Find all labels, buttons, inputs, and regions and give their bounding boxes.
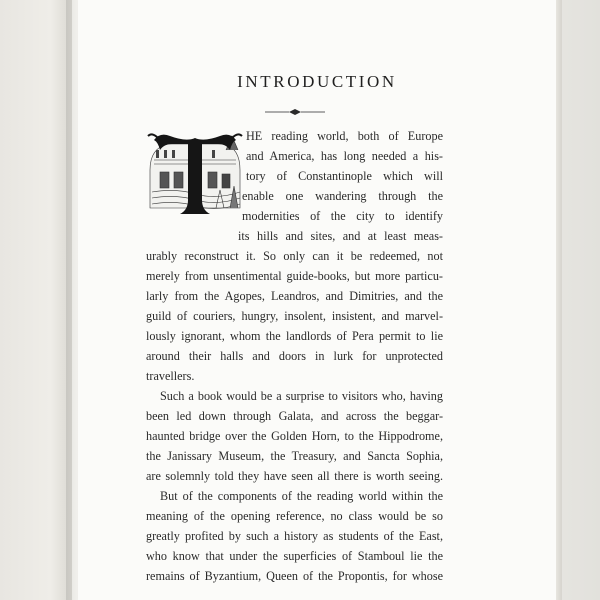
text-line: meaning of the opening reference, no class would be so xyxy=(146,509,443,523)
text-line: remains of Byzantium, Queen of the Propontis, for whose xyxy=(146,569,443,583)
text-line: and America, has long needed a his- xyxy=(246,149,443,163)
chapter-heading: INTRODUCTION xyxy=(237,72,397,91)
text-line: merely from unsentimental guide-books, but more particu- xyxy=(146,269,443,283)
text-line: are solemnly told they have seen all there is worth seeing. xyxy=(146,469,443,483)
paragraph-1 xyxy=(146,126,443,386)
text-line: tory of Constantinople which will xyxy=(246,169,443,183)
text-line: urably reconstruct it. So only can it be redeemed, not xyxy=(146,249,443,263)
text-line: around their halls and doors in lurk for unprotected xyxy=(146,349,443,363)
text-line: enable one wandering through the xyxy=(242,189,443,203)
text-line: who know that under the superficies of Stamboul lie the xyxy=(146,549,443,563)
text-line: Such a book would be a surprise to visitors who, having xyxy=(160,389,443,403)
text-line: travellers. xyxy=(146,369,195,383)
paragraph-3 xyxy=(146,486,443,586)
body-text xyxy=(146,126,443,586)
heading-ornament-icon xyxy=(265,107,325,117)
text-line: its hills and sites, and at least meas- xyxy=(238,229,443,243)
text-line: the Janissary Museum, the Treasury, and Sancta Sophia, xyxy=(146,449,443,463)
text-line: modernities of the city to identify xyxy=(242,209,443,223)
text-line: HE reading world, both of Europe xyxy=(246,129,443,143)
facing-page xyxy=(0,0,72,600)
text-line: larly from the Agopes, Leandros, and Dimitries, and the xyxy=(146,289,443,303)
text-line: lously ignorant, whom the landlords of Pera permit to lie xyxy=(146,329,443,343)
text-line: haunted bridge over the Golden Horn, to the Hippodrome, xyxy=(146,429,443,443)
paragraph-2 xyxy=(146,386,443,486)
text-line: greatly profited by such a history as students of the East, xyxy=(146,529,443,543)
text-line: been led down through Galata, and across the beggar- xyxy=(146,409,443,423)
text-line: But of the components of the reading world within the xyxy=(160,489,443,503)
page-edge xyxy=(556,0,562,600)
text-line: guild of couriers, hungry, insolent, insistent, and marvel- xyxy=(146,309,443,323)
